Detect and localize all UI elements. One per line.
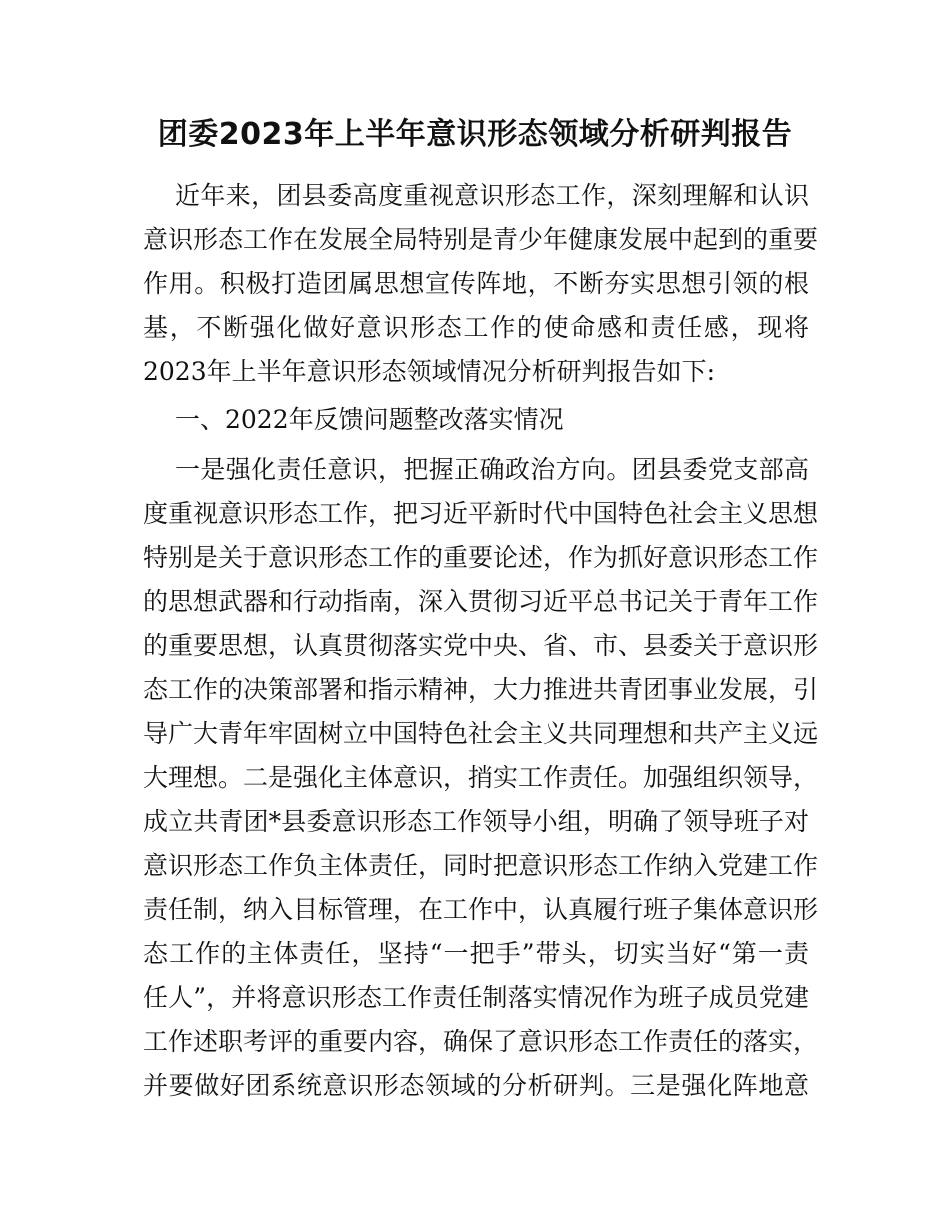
paragraph-line: 任人”，并将意识形态工作责任制落实情况作为班子成员党建 [143, 983, 809, 1012]
section-heading: 一、2022年反馈问题整改落实情况 [175, 405, 564, 434]
paragraph-line: 导广大青年牢固树立中国特色社会主义共同理想和共产主义远 [143, 719, 819, 748]
paragraph-line: 态工作的决策部署和指示精神，大力推进共青团事业发展，引 [143, 675, 819, 704]
paragraph-line: 成立共青团*县委意识形态工作领导小组，明确了领导班子对 [143, 807, 809, 836]
paragraph-line: 2023年上半年意识形态领域情况分析研判报告如下: [143, 357, 716, 386]
paragraph-line: 大理想。二是强化主体意识，捎实工作责任。加强组织领导， [143, 763, 819, 792]
document-title: 团委2023年上半年意识形态领域分析研判报告 [157, 117, 793, 152]
paragraph-line: 意识形态工作在发展全局特别是青少年健康发展中起到的重要 [143, 225, 819, 254]
paragraph-line: 意识形态工作负主体责任，同时把意识形态工作纳入党建工作 [143, 851, 819, 880]
paragraph-line: 的思想武器和行动指南，深入贯彻习近平总书记关于青年工作 [143, 587, 819, 616]
paragraph-line: 的重要思想，认真贯彻落实党中央、省、市、县委关于意识形 [143, 631, 819, 660]
paragraph-line: 工作述职考评的重要内容，确保了意识形态工作责任的落实， [143, 1027, 819, 1056]
paragraph-line: 作用。积极打造团属思想宣传阵地，不断夯实思想引领的根 [143, 269, 809, 298]
paragraph-line: 特别是关于意识形态工作的重要论述，作为抓好意识形态工作 [143, 543, 819, 572]
paragraph-line: 责任制，纳入目标管理，在工作中，认真履行班子集体意识形 [143, 895, 819, 924]
paragraph-line: 一是强化责任意识，把握正确政治方向。团县委党支部高 [175, 455, 809, 484]
paragraph-line: 基，不断强化做好意识形态工作的使命感和责任感，现将 [143, 313, 809, 342]
paragraph-line: 态工作的主体责任，坚持“一把手”带头，切实当好“第一责 [143, 939, 809, 968]
paragraph-line: 近年来，团县委高度重视意识形态工作，深刻理解和认识 [175, 181, 809, 210]
paragraph-line: 度重视意识形态工作，把习近平新时代中国特色社会主义思想 [143, 499, 819, 528]
paragraph-line: 并要做好团系统意识形态领域的分析研判。三是强化阵地意 [143, 1071, 809, 1100]
